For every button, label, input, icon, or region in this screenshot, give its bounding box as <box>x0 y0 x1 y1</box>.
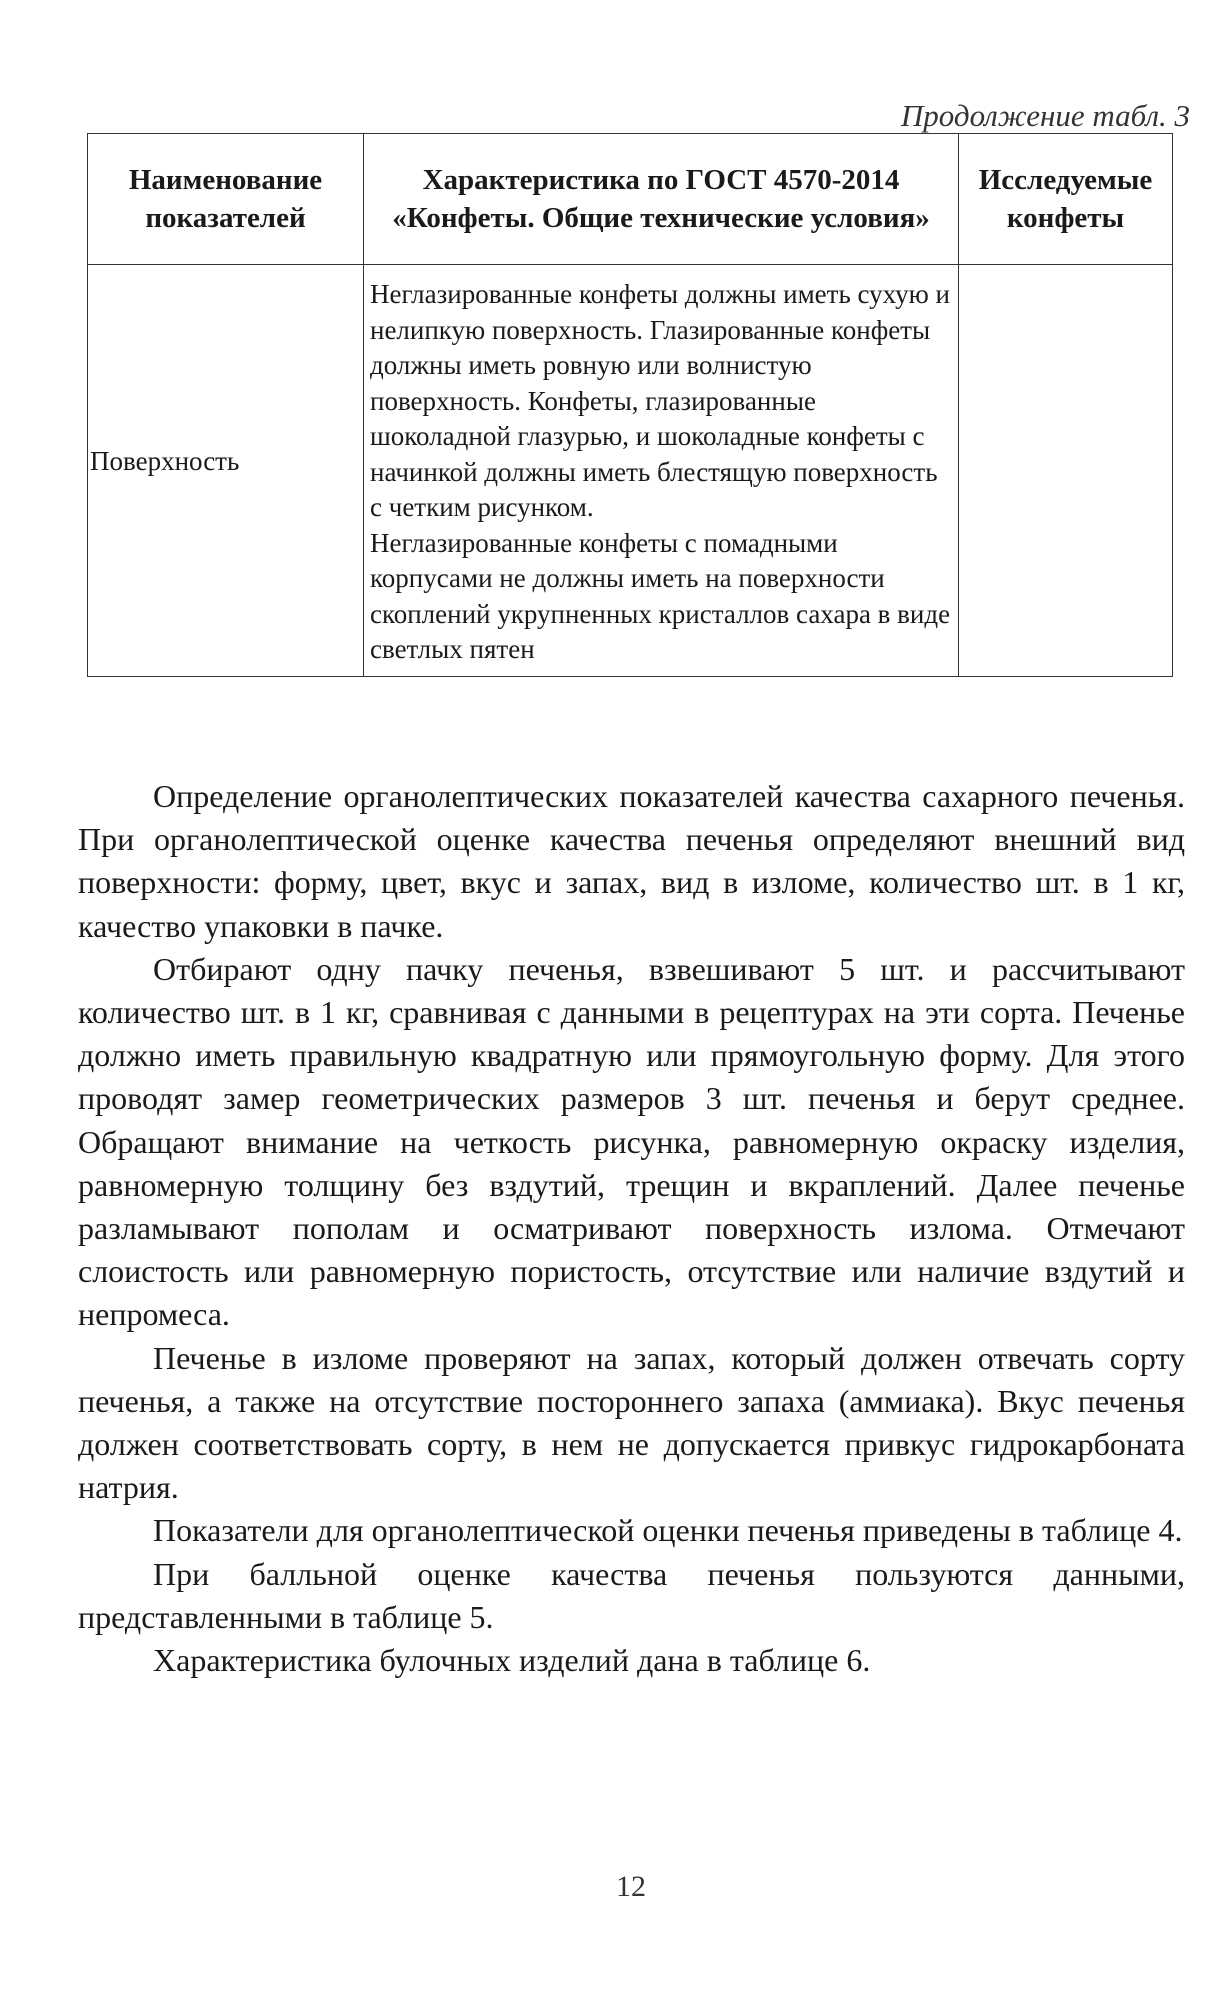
body-text <box>78 775 1185 1682</box>
description-paragraph: Неглазированные конфеты с помадными корпусами не должны иметь на поверхности скоплений укрупненных кристаллов сахара в виде светлых пятен <box>370 527 951 664</box>
table-continuation-label: Продолжение табл. 3 <box>900 98 1190 133</box>
row-indicator-name: Поверхность <box>88 265 364 677</box>
table-header-row <box>88 134 1173 265</box>
row-gost-description <box>364 265 959 677</box>
body-paragraph: Характеристика булочных изделий дана в таблице 6. <box>153 1642 871 1679</box>
body-paragraph: Отбирают одну пачку печенья, взвешивают 5 шт. и рассчитывают количество шт. в 1 кг, сравнивая с данными в рецептурах на эти сорта. Печенье должно иметь правильную квадратную или прямоугольную форму. Для этого проводят замер геометрических размеров 3 шт. печенья и берут среднее. Обращают внимание на четкость рисунка, равномерную окраску изделия, равномерную толщину без вздутий, трещин и вкраплений. Далее печенье разламывают пополам и осматривают поверхность излома. Отмечают слоистость или равномерную пористость, отсутствие или наличие вздутий и непромеса. <box>78 950 1185 1333</box>
header-indicator-name: Наименование показателей <box>88 134 364 265</box>
header-studied-candies: Исследуемые конфеты <box>959 134 1173 265</box>
body-paragraph: Определение органолептических показателей качества сахарного печенья. При органолептической оценке качества печенья определяют внешний вид поверхности: форму, цвет, вкус и запах, вид в изломе, количество шт. в 1 кг, качество упаковки в пачке. <box>78 778 1185 944</box>
row-studied-value <box>959 265 1173 677</box>
page-number: 12 <box>616 1870 646 1903</box>
header-gost-characteristic: Характеристика по ГОСТ 4570-2014 «Конфеты. Общие технические условия» <box>364 134 959 265</box>
description-paragraph: Неглазированные конфеты должны иметь сухую и нелипкую поверхность. Глазированные конфеты должны иметь ровную или волнистую поверхность. Конфеты, глазированные шоколадной глазурью, и шоколадные конфеты с начинкой должны иметь блестящую поверхность с четким рисунком. <box>370 279 950 522</box>
candy-spec-table <box>87 133 1173 677</box>
body-paragraph: При балльной оценке качества печенья пользуются данными, представленными в таблице 5. <box>78 1555 1185 1635</box>
table-row <box>88 265 1173 677</box>
body-paragraph: Показатели для органолептической оценки печенья приведены в таблице 4. <box>153 1512 1183 1549</box>
body-paragraph: Печенье в изломе проверяют на запах, который должен отвечать сорту печенья, а также на отсутствие постороннего запаха (аммиака). Вкус печенья должен соответствовать сорту, в нем не допускается привкус гидрокарбоната натрия. <box>78 1339 1185 1506</box>
